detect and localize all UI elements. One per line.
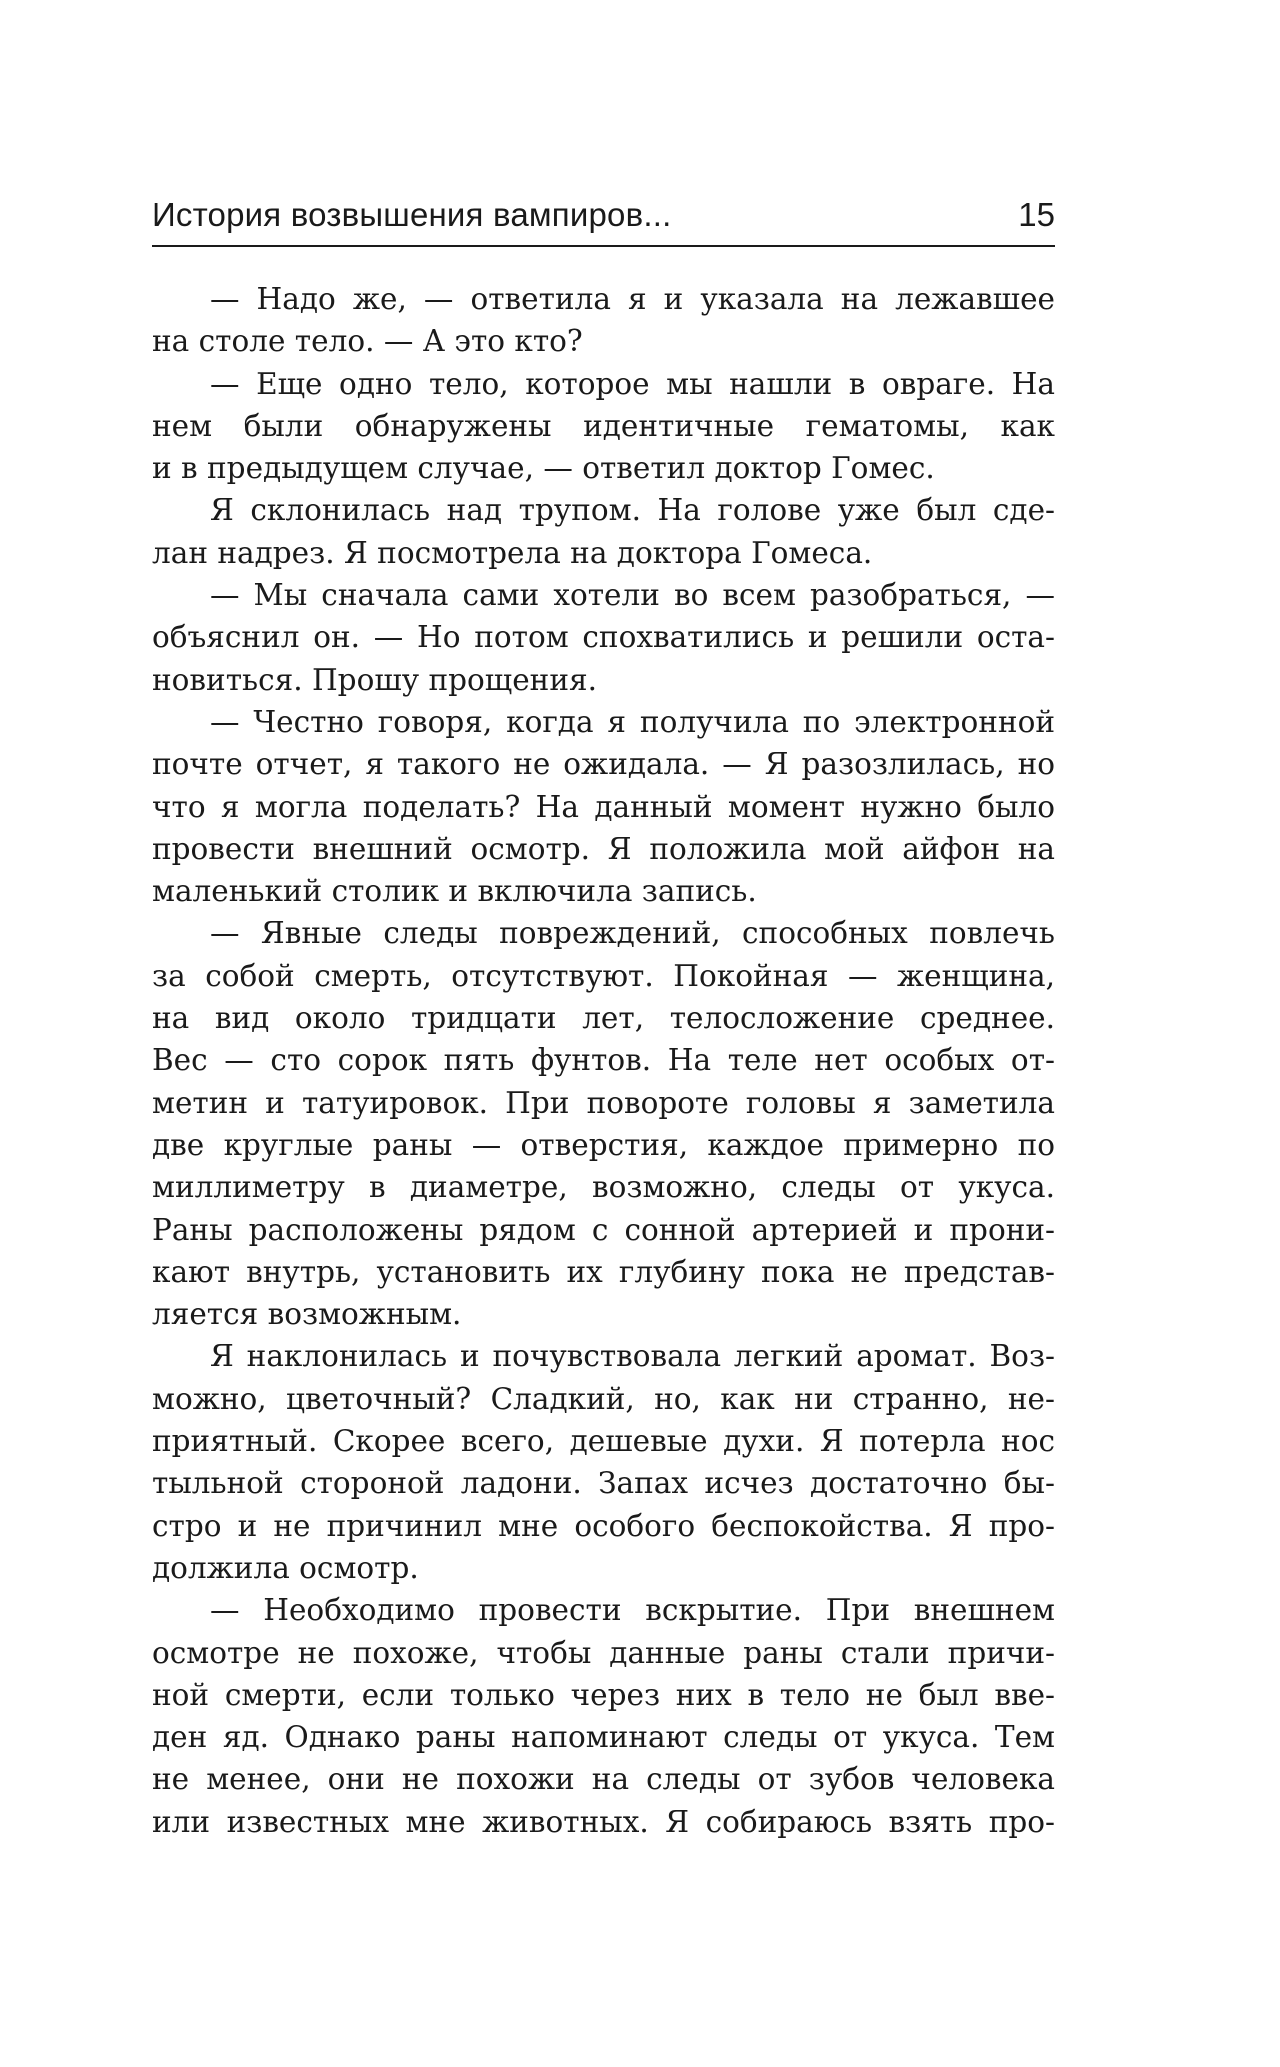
text-line: — Необходимо провести вскрытие. При внешнем <box>210 1593 1055 1628</box>
text-line: лан надрез. Я посмотрела на доктора Гомеса. <box>152 535 873 570</box>
text-line: метин и татуировок. При повороте головы я заметила <box>152 1085 1055 1120</box>
text-line: можно, цветочный? Сладкий, но, как ни странно, не- <box>152 1381 1055 1416</box>
text-line: две круглые раны — отверстия, каждое примерно по <box>152 1127 1055 1162</box>
text-line: — Надо же, — ответила я и указала на лежавшее <box>210 282 1055 316</box>
text-line: объяснил он. — Но потом спохватились и решили оста- <box>152 620 1055 655</box>
text-line: и в предыдущем случае, — ответил доктор Гомес. <box>152 451 935 486</box>
text-line: что я могла поделать? На данный момент нужно было <box>152 789 1055 824</box>
text-line: ляется возможным. <box>152 1297 462 1332</box>
text-line: новиться. Прошу прощения. <box>152 662 597 697</box>
text-line: на вид около тридцати лет, телосложение среднее. <box>152 1001 1055 1036</box>
text-line: не менее, они не похожи на следы от зубов человека <box>152 1762 1055 1797</box>
text-line: осмотре не похоже, чтобы данные раны стали причи- <box>152 1635 1055 1670</box>
text-line: — Мы сначала сами хотели во всем разобраться, — <box>210 578 1055 613</box>
text-line: стро и не причинил мне особого беспокойства. Я про- <box>152 1508 1055 1543</box>
text-line: почте отчет, я такого не ожидала. — Я разозлилась, но <box>152 747 1055 782</box>
body-text <box>152 278 1055 1843</box>
text-line: за собой смерть, отсутствуют. Покойная — женщина, <box>152 958 1055 993</box>
text-line: тыльной стороной ладони. Запах исчез достаточно бы- <box>152 1466 1055 1501</box>
text-line: ной смерти, если только через них в тело не был вве- <box>152 1677 1055 1712</box>
text-line: Я склонилась над трупом. На голове уже был сде- <box>210 493 1055 528</box>
text-line: должила осмотр. <box>152 1550 419 1585</box>
text-line: приятный. Скорее всего, дешевые духи. Я потерла нос <box>152 1424 1055 1459</box>
page-number: 15 <box>1018 196 1055 233</box>
text-line: маленький столик и включила запись. <box>152 874 757 909</box>
text-line: кают внутрь, установить их глубину пока не представ- <box>152 1254 1055 1289</box>
text-line: на столе тело. — А это кто? <box>152 324 583 359</box>
text-line: или известных мне животных. Я собираюсь взять про- <box>152 1804 1055 1839</box>
running-title: История возвышения вампиров... <box>152 196 672 233</box>
text-line: Я наклонилась и почувствовала легкий аромат. Воз- <box>210 1339 1055 1374</box>
text-line: миллиметру в диаметре, возможно, следы от укуса. <box>152 1170 1055 1205</box>
text-line: нем были обнаружены идентичные гематомы, как <box>152 408 1055 443</box>
text-line: ден яд. Однако раны напоминают следы от укуса. Тем <box>152 1720 1055 1755</box>
text-line: — Честно говоря, когда я получила по электронной <box>210 704 1055 739</box>
text-line: — Явные следы повреждений, способных повлечь <box>210 916 1055 951</box>
text-line: провести внешний осмотр. Я положила мой айфон на <box>152 831 1055 866</box>
running-head <box>152 193 1055 247</box>
text-line: — Еще одно тело, которое мы нашли в овраге. На <box>210 366 1055 401</box>
text-line: Раны расположены рядом с сонной артерией и прони- <box>152 1212 1055 1247</box>
text-line: Вес — сто сорок пять фунтов. На теле нет особых от- <box>152 1043 1055 1078</box>
